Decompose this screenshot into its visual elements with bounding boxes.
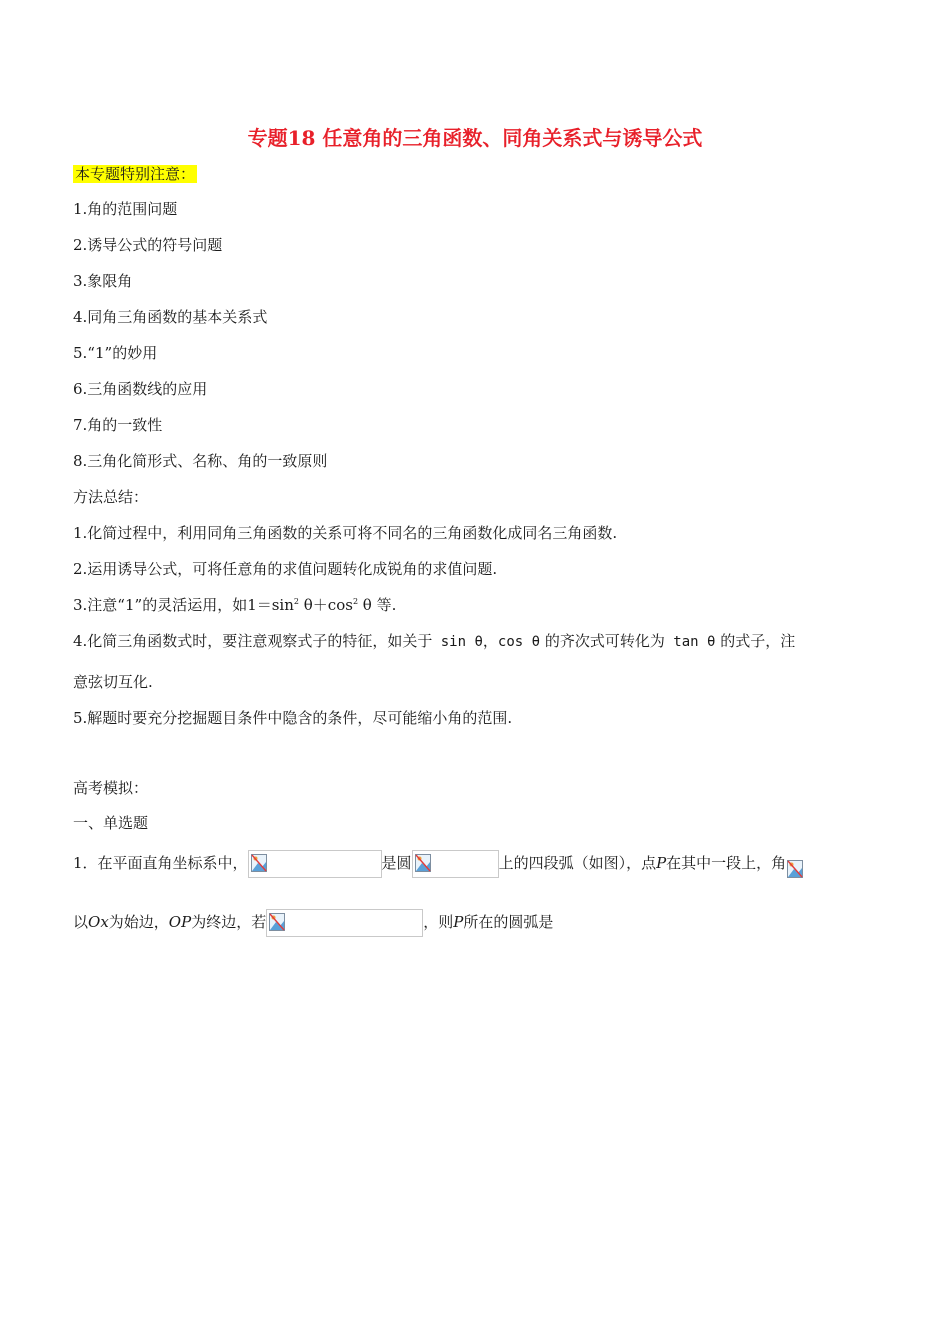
math-sin: sin θ [432,634,483,650]
question-text: 以 [73,913,89,931]
broken-image-icon [251,854,267,872]
note-item: 3.象限角 [73,272,133,290]
broken-formula-image [266,909,423,937]
question-text: 为始边， [108,913,169,931]
method-heading: 方法总结： [73,488,149,506]
page-title: 专题18 任意角的三角函数、同角关系式与诱导公式 [247,126,703,150]
method-text: 的式子，注 [715,632,796,650]
broken-formula-image [412,850,499,878]
method-text: θ 等. [358,596,397,614]
method-text: 的齐次式可转化为 [540,632,665,650]
question-text: 在其中一段上，角 [666,854,787,872]
method-item [73,631,795,652]
note-item: 4.同角三角函数的基本关系式 [73,308,268,326]
question-text: 所在的圆弧是 [463,913,554,931]
method-item: 2.运用诱导公式，可将任意角的求值问题转化成锐角的求值问题. [73,560,498,578]
broken-formula-image [786,854,804,874]
note-item: 8.三角化简形式、名称、角的一致原则 [73,452,328,470]
question-text: 1．在平面直角坐标系中， [73,854,248,872]
superscript: 2 [293,597,299,606]
note-heading-line [73,164,197,184]
section-heading: 一、单选题 [73,814,149,832]
broken-image-icon [787,860,803,878]
superscript: 2 [352,597,359,606]
note-item: 7.角的一致性 [73,416,163,434]
question-1-line-2 [73,907,553,937]
question-text: 为终边，若 [191,913,267,931]
method-text: 4.化简三角函数式时，要注意观察式子的特征，如关于 [73,632,433,650]
question-text: ，则 [423,913,454,931]
axis-ox: Ox [88,913,109,931]
method-item-continued: 意弦切互化. [73,673,153,691]
note-heading: 本专题特别注意： [75,165,196,183]
note-item: 1.角的范围问题 [73,200,178,218]
method-text: θ＋cos [299,596,353,614]
method-text: ， [482,632,498,650]
method-item: 1.化简过程中，利用同角三角函数的关系可将不同名的三角函数化成同名三角函数. [73,524,618,542]
exam-heading: 高考模拟： [73,779,149,797]
math-cos: cos θ [497,634,541,650]
broken-image-icon [269,913,285,931]
question-text: 是圆 [381,854,412,872]
math-tan: tan θ [664,634,716,650]
method-text: 3.注意“1”的灵活运用，如1＝sin [73,596,294,614]
method-item: 5.解题时要充分挖掘题目条件中隐含的条件，尽可能缩小角的范围. [73,709,513,727]
question-text: 上的四段弧（如图），点 [498,854,657,872]
point-p: P [656,854,667,872]
method-item [73,595,396,615]
note-item: 5.“1”的妙用 [73,344,158,362]
note-item: 6.三角函数线的应用 [73,380,208,398]
note-item: 2.诱导公式的符号问题 [73,236,223,254]
broken-image-icon [415,854,431,872]
point-p: P [453,913,464,931]
broken-formula-image [248,850,382,878]
ray-op: OP [168,913,192,931]
question-1-line-1 [73,848,804,878]
